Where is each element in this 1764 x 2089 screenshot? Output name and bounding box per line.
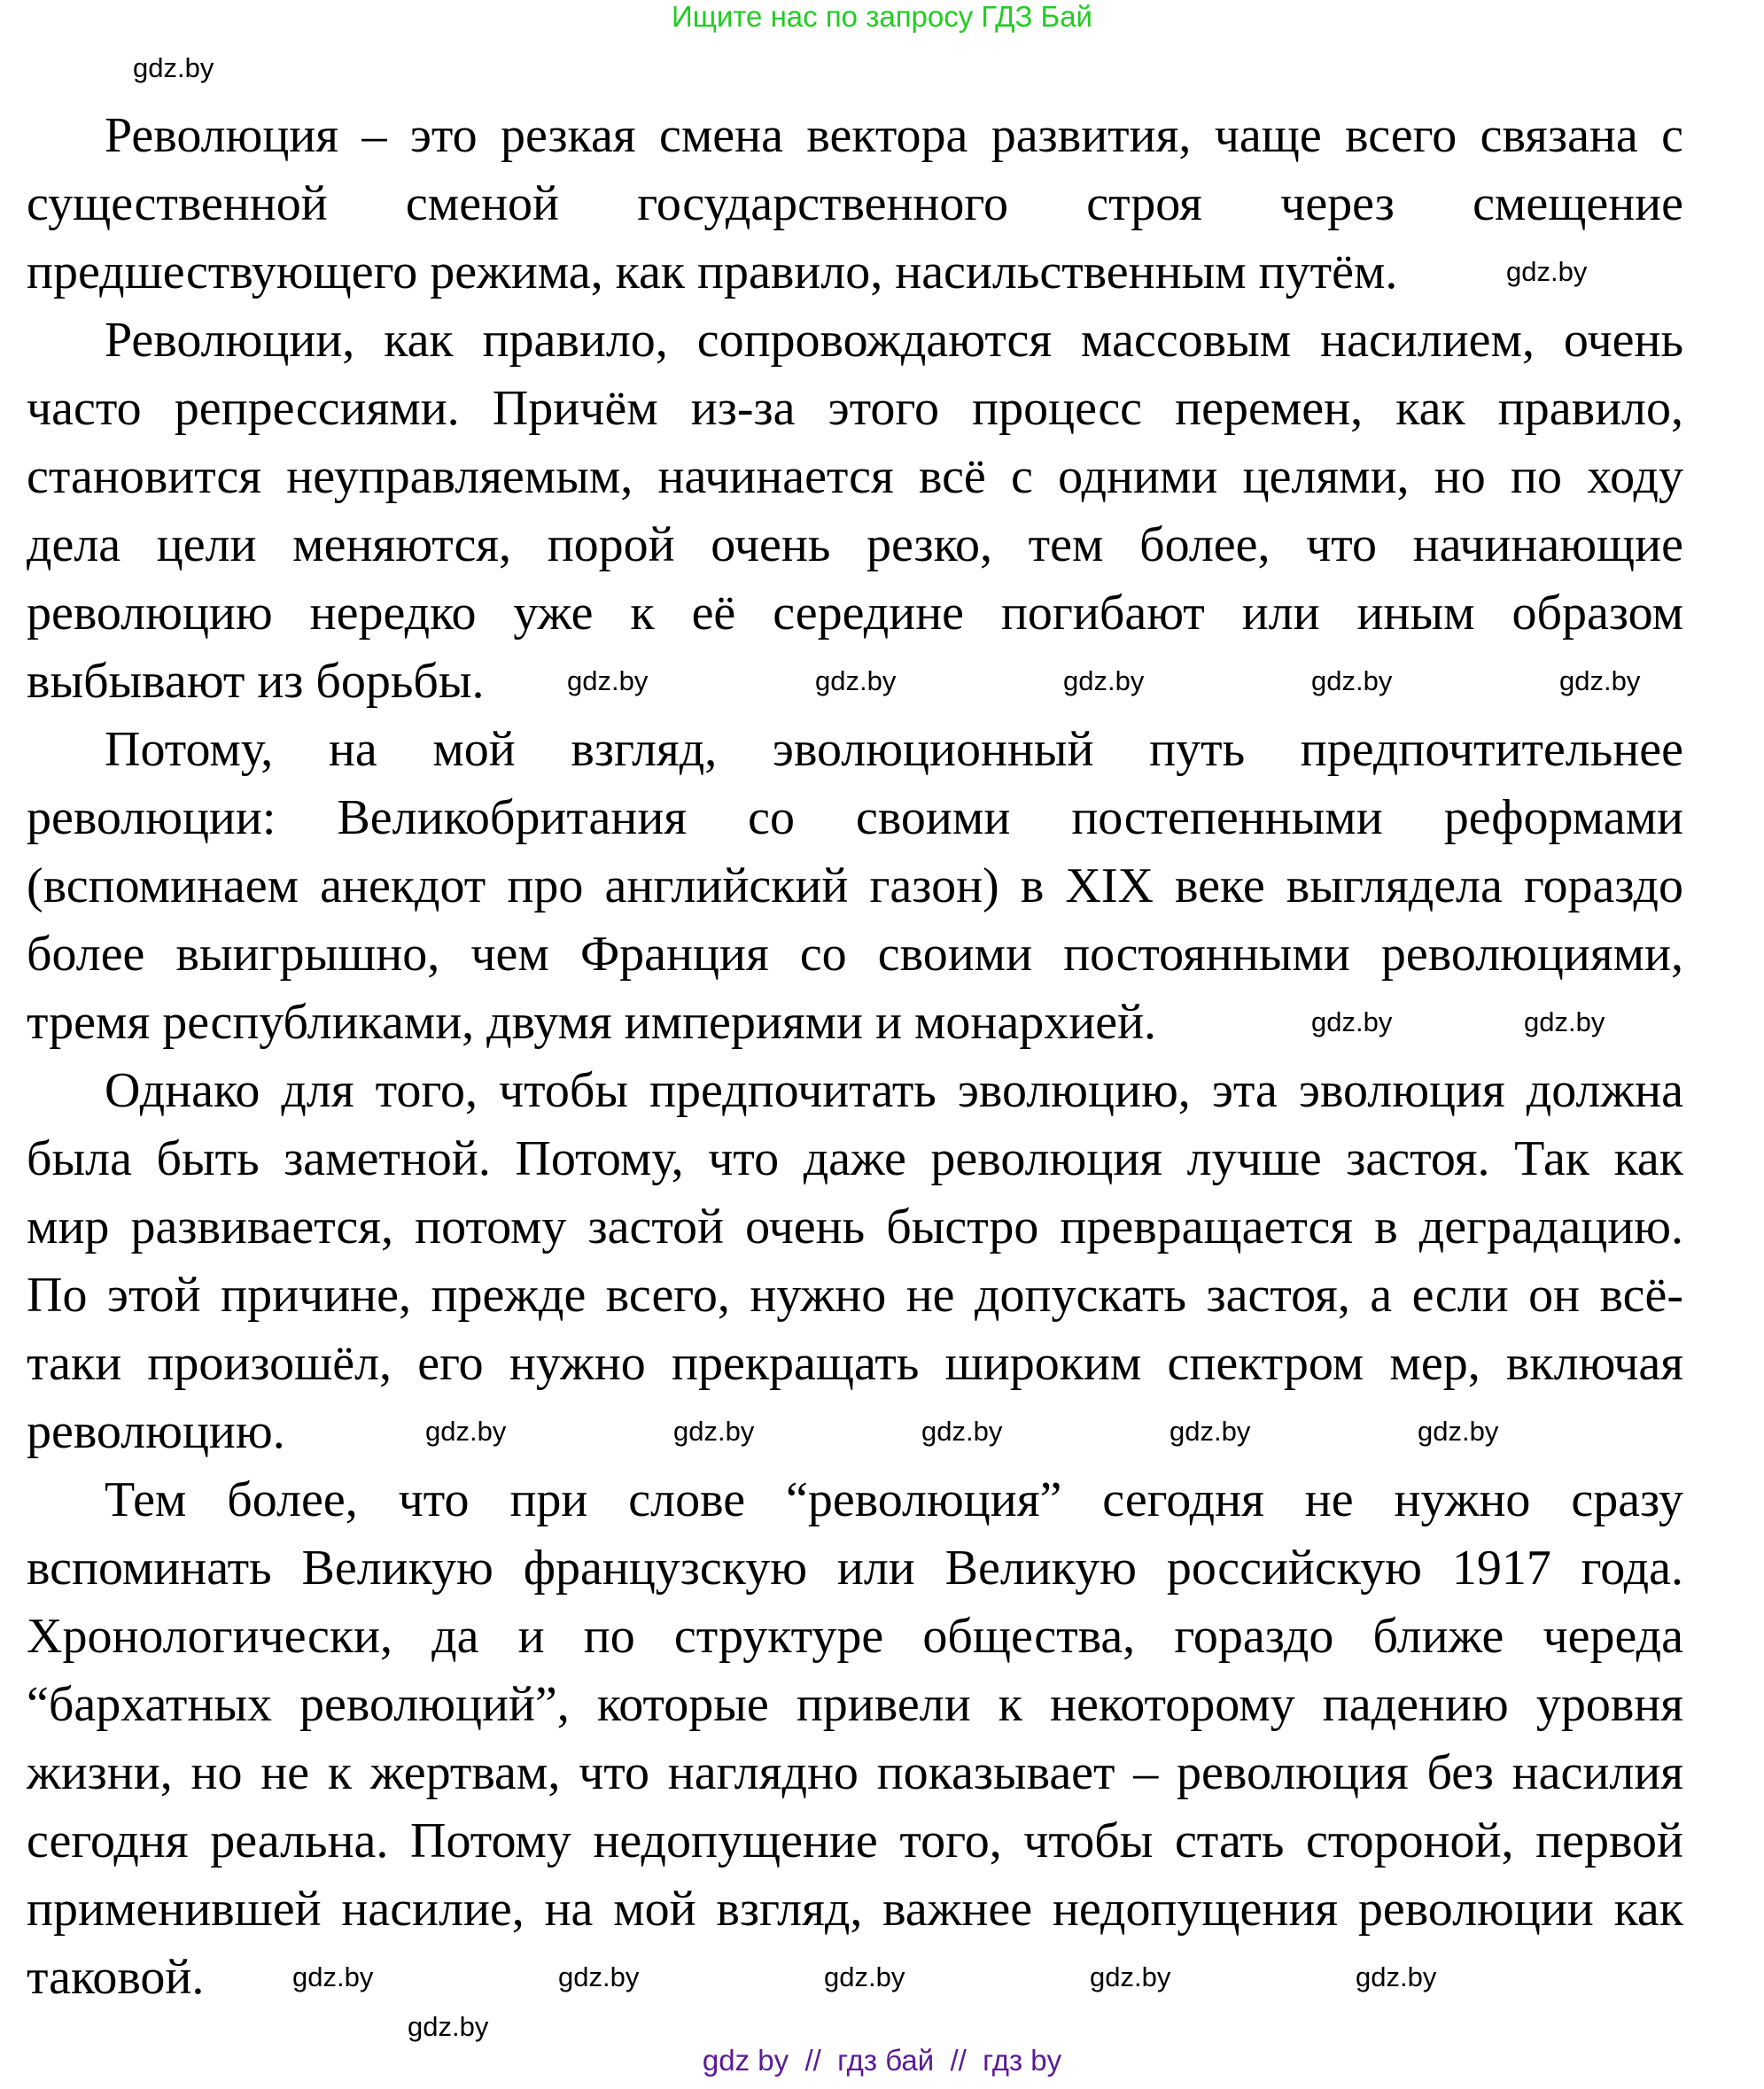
watermark: gdz.by [1559, 665, 1641, 696]
text-line: (вспоминаем анекдот про английский газон) в XIX веке выглядела гораздо [27, 858, 1683, 913]
watermark: gdz.by [425, 1416, 507, 1447]
text-line: более выигрышно, чем Франция со своими постоянными революциями, [27, 927, 1683, 982]
text-line: Тем более, что при слове “революция” сегодня не нужно сразу [105, 1472, 1683, 1527]
watermark: gdz.by [1090, 1961, 1171, 1992]
watermark: gdz.by [133, 52, 214, 83]
text-line: революцию нередко уже к её середине погибают или иным образом [27, 586, 1683, 641]
text-line: часто репрессиями. Причём из-за этого процесс перемен, как правило, [27, 381, 1683, 436]
text-line: предшествующего режима, как правило, насильственным путём. [27, 245, 1398, 299]
text-line: “бархатных революций”, которые привели к некоторому падению уровня [27, 1677, 1683, 1732]
text-line: таковой. [27, 1950, 205, 2005]
watermark: gdz.by [408, 2011, 489, 2042]
footer-links: gdz by // гдз бай // гдз by [702, 2044, 1062, 2077]
text-line: применившей насилие, на мой взгляд, важнее недопущения революции как [27, 1882, 1683, 1937]
text-line: тремя республиками, двумя империями и монархией. [27, 995, 1157, 1050]
text-line: Революции, как правило, сопровождаются массовым насилием, очень [105, 313, 1683, 368]
text-line: Однако для того, чтобы предпочитать эволюцию, эта эволюция должна [105, 1063, 1683, 1118]
watermark: gdz.by [824, 1961, 905, 1992]
watermark: gdz.by [1311, 665, 1393, 696]
text-line: По этой причине, прежде всего, нужно не допускать застоя, а если он всё- [27, 1268, 1683, 1323]
watermark: gdz.by [921, 1416, 1003, 1447]
text-line: таки произошёл, его нужно прекращать широким спектром мер, включая [27, 1336, 1683, 1391]
essay-text [27, 102, 1683, 2012]
text-line: Потому, на мой взгляд, эволюционный путь предпочтительнее [105, 722, 1683, 777]
search-banner: Ищите нас по запросу ГДЗ Бай [672, 0, 1092, 33]
text-line: выбывают из борьбы. [27, 654, 485, 709]
text-line: Хронологически, да и по структуре общества, гораздо ближе череда [27, 1609, 1683, 1664]
watermark: gdz.by [292, 1961, 374, 1992]
watermark: gdz.by [1170, 1416, 1251, 1447]
watermark: gdz.by [567, 665, 649, 696]
text-line: существенной сменой государственного строя через смещение [27, 176, 1683, 231]
text-line: Революция – это резкая смена вектора развития, чаще всего связана с [105, 108, 1683, 163]
watermark: gdz.by [1418, 1416, 1499, 1447]
text-line: сегодня реальна. Потому недопущение того, чтобы стать стороной, первой [27, 1813, 1683, 1868]
watermark: gdz.by [558, 1961, 640, 1992]
watermark: gdz.by [1311, 1006, 1393, 1037]
watermark: gdz.by [1063, 665, 1145, 696]
watermark: gdz.by [1524, 1006, 1605, 1037]
watermark: gdz.by [673, 1416, 755, 1447]
watermark: gdz.by [1506, 256, 1588, 287]
text-line: вспоминать Великую французскую или Великую российскую 1917 года. [27, 1541, 1683, 1596]
text-line: революцию. [27, 1404, 285, 1459]
text-line: становится неуправляемым, начинается всё с одними целями, но по ходу [27, 449, 1683, 504]
watermark: gdz.by [1356, 1961, 1437, 1992]
text-line: жизни, но не к жертвам, что наглядно показывает – революция без насилия [27, 1745, 1683, 1800]
text-line: мир развивается, потому застой очень быстро превращается в деградацию. [27, 1200, 1683, 1254]
text-line: революции: Великобритания со своими постепенными реформами [27, 790, 1683, 845]
text-line: дела цели меняются, порой очень резко, тем более, что начинающие [27, 517, 1683, 572]
watermark: gdz.by [815, 665, 897, 696]
text-line: была быть заметной. Потому, что даже революция лучше застоя. Так как [27, 1131, 1683, 1186]
